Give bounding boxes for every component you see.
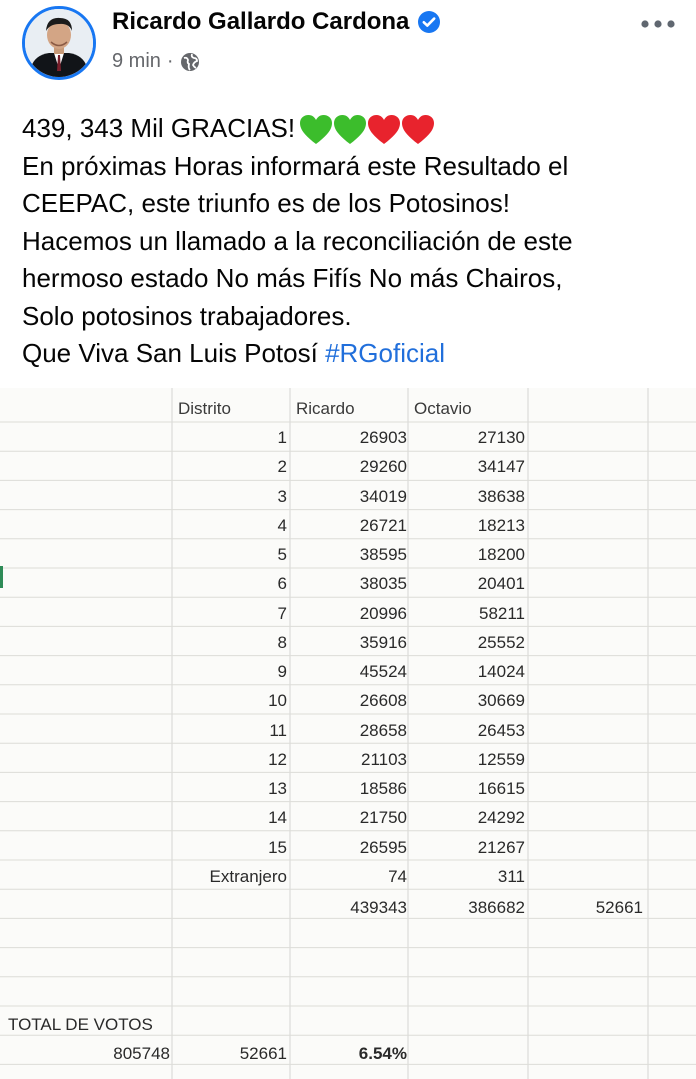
cell-octavio: 30669 (477, 691, 525, 711)
header-distrito: Distrito (178, 399, 231, 418)
cell-octavio: 26453 (477, 720, 525, 740)
red-heart-icon (367, 114, 401, 146)
green-heart-icon (333, 114, 367, 146)
cell-ricardo: 45524 (359, 662, 407, 681)
cell-octavio: 14024 (477, 662, 525, 681)
cell-distrito: 5 (277, 545, 287, 564)
heart-emojis (299, 114, 435, 146)
cell-octavio: 311 (497, 866, 525, 886)
cell-distrito: 11 (269, 720, 287, 740)
cell-ricardo: 38035 (359, 574, 407, 594)
author-name-row (112, 8, 441, 36)
post-line-7-text: Que Viva San Luis Potosí (22, 338, 318, 368)
cell-ricardo: 21750 (359, 808, 407, 828)
cell-octavio: 34147 (477, 457, 525, 477)
cell-distrito: 14 (268, 808, 287, 828)
cell-octavio: 58211 (478, 603, 525, 623)
hashtag-link[interactable]: #RGoficial (325, 338, 445, 368)
cell-distrito: 4 (277, 515, 287, 535)
cell-ricardo: 18586 (359, 779, 407, 798)
cell-distrito: 3 (277, 486, 287, 506)
meta-separator: · (166, 50, 174, 72)
cell-distrito: 7 (277, 603, 287, 623)
cell-ricardo: 29260 (359, 457, 407, 477)
globe-icon (180, 52, 200, 72)
cell-distrito: Extranjero (209, 866, 287, 886)
cell-octavio: 25552 (477, 632, 525, 652)
header-ricardo: Ricardo (296, 399, 355, 418)
cell-distrito: 15 (268, 837, 287, 857)
more-dots-icon (640, 19, 676, 29)
cell-octavio: 38638 (477, 486, 525, 506)
post-line-2: En próximas Horas informará este Resultado el (22, 150, 569, 181)
cell-ricardo: 38595 (359, 545, 407, 564)
cell-distrito: 1 (277, 428, 287, 447)
cell-ricardo: 26595 (359, 837, 407, 857)
cell-distrito: 13 (268, 779, 287, 798)
cell-distrito: 6 (277, 574, 287, 594)
total-ricardo: 439343 (350, 898, 407, 917)
post-line-4: Hacemos un llamado a la reconciliación de este (22, 225, 573, 256)
cell-ricardo: 21103 (360, 749, 407, 769)
post-line-3: CEEPAC, este triunfo es de los Potosinos! (22, 188, 510, 218)
post-line-7 (22, 335, 682, 373)
red-heart-icon (401, 114, 435, 146)
author-avatar[interactable] (22, 6, 96, 80)
cell-octavio: 20401 (477, 574, 525, 594)
post-line-1 (22, 110, 682, 148)
cell-ricardo: 28658 (359, 720, 407, 740)
cell-octavio: 27130 (477, 428, 525, 447)
post-line-5: hermoso estado No más Fifís No más Chairos, (22, 263, 563, 293)
cell-distrito: 9 (277, 662, 287, 681)
header-octavio: Octavio (414, 399, 472, 418)
post-text (22, 110, 682, 373)
summary-difference: 52661 (239, 1044, 287, 1063)
verified-badge-icon (417, 10, 441, 34)
spreadsheet-image[interactable] (0, 388, 696, 1079)
cell-distrito: 12 (268, 749, 287, 769)
summary-label: TOTAL DE VOTOS (8, 1015, 153, 1034)
post-line-1-text: 439, 343 Mil GRACIAS! (22, 113, 296, 143)
cell-distrito: 2 (277, 457, 287, 477)
cell-octavio: 12559 (477, 749, 525, 769)
selection-edge-marker (0, 566, 3, 588)
cell-octavio: 24292 (477, 808, 525, 828)
cell-ricardo: 26608 (359, 691, 407, 711)
cell-ricardo: 26721 (359, 515, 407, 535)
summary-percent: 6.54% (358, 1044, 407, 1063)
cell-octavio: 21267 (477, 837, 525, 857)
total-difference: 52661 (595, 898, 643, 917)
summary-total-votes: 805748 (113, 1044, 170, 1063)
green-heart-icon (299, 114, 333, 146)
post-header (0, 0, 696, 95)
post-meta (112, 50, 200, 73)
cell-distrito: 10 (268, 691, 287, 711)
cell-distrito: 8 (277, 632, 287, 652)
total-octavio: 386682 (468, 898, 525, 917)
cell-octavio: 18213 (477, 515, 525, 535)
more-options-button[interactable] (640, 5, 676, 36)
post-time[interactable]: 9 min (112, 50, 161, 72)
post-line-6: Solo potosinos trabajadores. (22, 300, 352, 331)
cell-ricardo: 34019 (359, 486, 407, 506)
cell-ricardo: 35916 (359, 632, 407, 652)
cell-ricardo: 20996 (359, 603, 407, 623)
cell-octavio: 18200 (477, 545, 525, 564)
avatar-photo (25, 9, 93, 77)
cell-ricardo: 74 (388, 866, 407, 886)
author-name[interactable]: Ricardo Gallardo Cardona (112, 8, 410, 35)
cell-ricardo: 26903 (359, 428, 407, 447)
cell-octavio: 16615 (477, 779, 525, 798)
